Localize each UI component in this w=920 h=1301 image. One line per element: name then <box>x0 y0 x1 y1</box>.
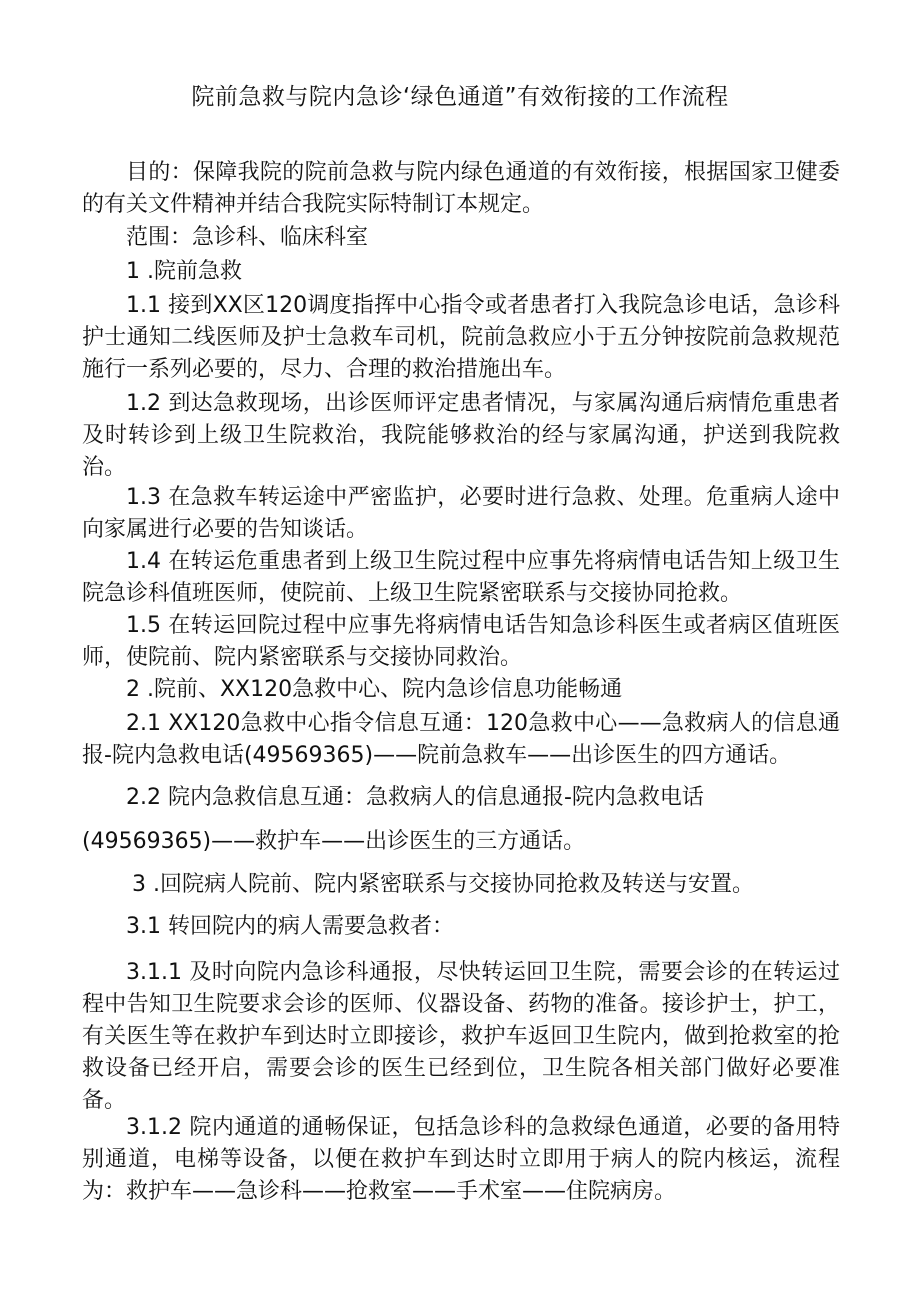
paragraph-1-2: 1.2 到达急救现场，出诊医师评定患者情况，与家属沟通后病情危重患者及时转诊到上级卫生院救治，我院能够救治的经与家属沟通，护送到我院救治。 <box>82 391 840 480</box>
paragraph-3-1-2: 3.1.2 院内通道的通畅保证，包括急诊科的急救绿色通道，必要的备用特别通道，电梯等设备，以便在救护车到达时立即用于病人的院内核运，流程为：救护车——急诊科——抢救室——手术室——住院病房。 <box>82 1115 840 1204</box>
paragraph-1-4: 1.4 在转运危重患者到上级卫生院过程中应事先将病情电话告知上级卫生院急诊科值班医师，使院前、上级卫生院紧密联系与交接协同抢救。 <box>82 549 840 606</box>
paragraph-purpose: 目的：保障我院的院前急救与院内绿色通道的有效衔接，根据国家卫健委的有关文件精神并结合我院实际特制订本规定。 <box>82 160 840 217</box>
paragraph-2-2: 2.2 院内急救信息互通：急救病人的信息通报-院内急救电话 <box>126 785 704 810</box>
paragraph-2-2-continued: (49569365)——救护车——出诊医生的三方通话。 <box>82 829 586 854</box>
paragraph-1-3: 1.3 在急救车转运途中严密监护，必要时进行急救、处理。危重病人途中向家属进行必要的告知谈话。 <box>82 485 840 542</box>
paragraph-3-1-1: 3.1.1 及时向院内急诊科通报，尽快转运回卫生院，需要会诊的在转运过程中告知卫生院要求会诊的医师、仪器设备、药物的准备。接诊护士，护工，有关医生等在救护车到达时立即接诊，救护车返回卫生院内，做到抢救室的抢救设备已经开启，需要会诊的医生已经到位，卫生院各相关部门做好必要准备。 <box>82 960 840 1113</box>
section-heading-1: 1 .院前急救 <box>126 259 242 284</box>
document-title: 院前急救与院内急诊‘绿色通道”有效衔接的工作流程 <box>191 84 729 110</box>
paragraph-3-1: 3.1 转回院内的病人需要急救者： <box>126 914 454 939</box>
paragraph-2-1: 2.1 XX120急救中心指令信息互通：120急救中心——急救病人的信息通报-院内急救电话(49569365)——院前急救车——出诊医生的四方通话。 <box>82 711 840 768</box>
section-heading-2: 2 .院前、XX120急救中心、院内急诊信息功能畅通 <box>126 677 623 702</box>
paragraph-1-1: 1.1 接到XX区120调度指挥中心指令或者患者打入我院急诊电话，急诊科护士通知二线医师及护士急救车司机，院前急救应小于五分钟按院前急救规范施行一系列必要的，尽力、合理的救治措施出车。 <box>82 293 840 382</box>
paragraph-1-5: 1.5 在转运回院过程中应事先将病情电话告知急诊科医生或者病区值班医师，使院前、院内紧密联系与交接协同救治。 <box>82 613 840 670</box>
paragraph-scope: 范围：急诊科、临床科室 <box>126 225 369 250</box>
section-heading-3: 3 .回院病人院前、院内紧密联系与交接协同抢救及转送与安置。 <box>132 872 754 897</box>
